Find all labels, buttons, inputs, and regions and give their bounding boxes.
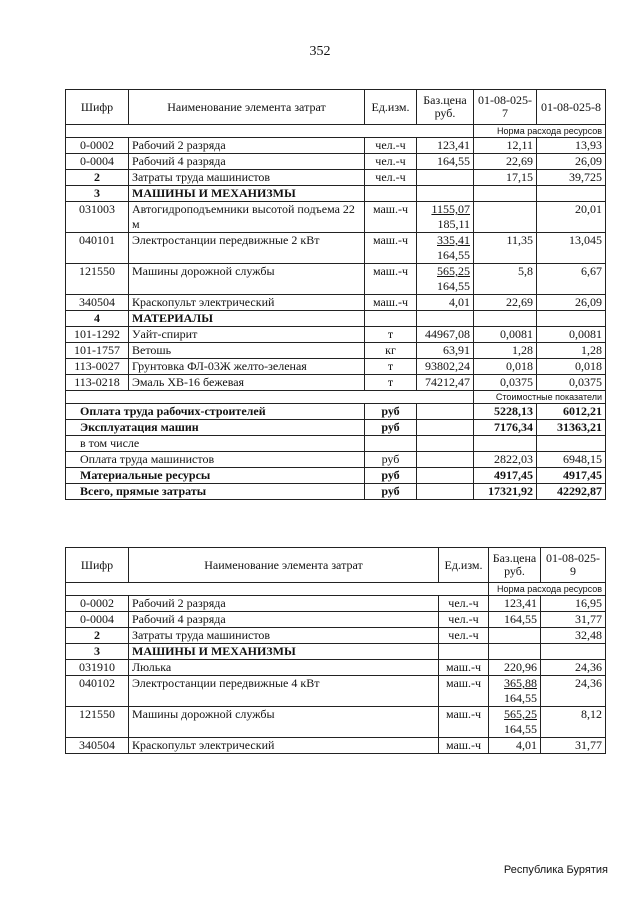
row-value-1: 1,28 (474, 343, 537, 359)
price-value: 220,96 (504, 660, 537, 674)
row-price (489, 644, 541, 660)
total-value-1: 5228,13 (474, 404, 537, 420)
row-unit: маш.-ч (365, 202, 417, 233)
table-row (66, 170, 606, 186)
table-row (66, 343, 606, 359)
header-price: Баз.цена руб. (417, 90, 474, 125)
row-code: 113-0027 (66, 359, 129, 375)
norm-row (66, 583, 606, 596)
row-code: 3 (66, 644, 129, 660)
total-price-empty (417, 484, 474, 500)
table-row (66, 186, 606, 202)
row-value-1: 22,69 (474, 295, 537, 311)
price-value: 93802,24 (425, 359, 470, 373)
row-code: 040101 (66, 233, 129, 264)
row-price (417, 233, 474, 264)
row-unit: маш.-ч (365, 264, 417, 295)
table-row (66, 311, 606, 327)
row-value-1: 0,018 (474, 359, 537, 375)
row-code: 0-0004 (66, 154, 129, 170)
total-name: Эксплуатация машин (66, 420, 365, 436)
row-value-2: 26,09 (537, 295, 606, 311)
total-unit (365, 436, 417, 452)
row-code: 0-0002 (66, 596, 129, 612)
row-name: Затраты труда машинистов (129, 170, 365, 186)
row-price (417, 202, 474, 233)
price-secondary-value: 164,55 (504, 691, 537, 705)
row-code: 121550 (66, 707, 129, 738)
table-row (66, 154, 606, 170)
row-value-1: 12,11 (474, 138, 537, 154)
total-name: Оплата труда рабочих-строителей (66, 404, 365, 420)
row-name: Рабочий 2 разряда (129, 138, 365, 154)
row-code: 4 (66, 311, 129, 327)
row-price (417, 295, 474, 311)
price-value: 565,25 (437, 264, 470, 278)
price-value: 4,01 (449, 295, 470, 309)
row-name: Грунтовка ФЛ-03Ж желто-зеленая (129, 359, 365, 375)
price-value: 123,41 (504, 596, 537, 610)
cost-label-row (66, 391, 606, 404)
row-value-2: 1,28 (537, 343, 606, 359)
total-row (66, 420, 606, 436)
total-value-2: 42292,87 (537, 484, 606, 500)
total-row (66, 436, 606, 452)
row-value-2 (537, 311, 606, 327)
header-col-8: 01-08-025-8 (537, 90, 606, 125)
total-value-2: 6948,15 (537, 452, 606, 468)
row-name: Машины дорожной службы (129, 707, 439, 738)
row-value-2: 0,0081 (537, 327, 606, 343)
norm-label: Норма расхода ресурсов (489, 583, 606, 596)
header-col-9: 01-08-025-9 (541, 548, 606, 583)
row-unit: кг (365, 343, 417, 359)
row-value-1: 0,0375 (474, 375, 537, 391)
row-name: Затраты труда машинистов (129, 628, 439, 644)
header-name: Наименование элемента затрат (129, 90, 365, 125)
total-value-2: 31363,21 (537, 420, 606, 436)
row-value-1: 16,95 (541, 596, 606, 612)
row-code: 101-1292 (66, 327, 129, 343)
table-row (66, 628, 606, 644)
price-value: 164,55 (504, 612, 537, 626)
row-name: Рабочий 2 разряда (129, 596, 439, 612)
total-row (66, 468, 606, 484)
table-row (66, 264, 606, 295)
row-value-1: 0,0081 (474, 327, 537, 343)
header-price: Баз.цена руб. (489, 548, 541, 583)
row-price (417, 170, 474, 186)
total-value-1: 17321,92 (474, 484, 537, 500)
row-price (417, 359, 474, 375)
price-value: 4,01 (516, 738, 537, 752)
row-price (417, 264, 474, 295)
row-unit: чел.-ч (439, 628, 489, 644)
row-unit: маш.-ч (365, 233, 417, 264)
price-value: 565,25 (504, 707, 537, 721)
row-code: 0-0002 (66, 138, 129, 154)
price-secondary-value: 185,11 (437, 217, 470, 231)
row-price (417, 186, 474, 202)
price-secondary-value: 164,55 (504, 722, 537, 736)
row-unit: чел.-ч (439, 596, 489, 612)
total-unit: руб (365, 404, 417, 420)
row-price (489, 660, 541, 676)
row-price (489, 738, 541, 754)
total-value-2 (537, 436, 606, 452)
norm-label: Норма расхода ресурсов (474, 125, 606, 138)
page-number: 352 (309, 44, 331, 59)
row-value-2: 13,045 (537, 233, 606, 264)
row-unit (365, 186, 417, 202)
row-unit (365, 311, 417, 327)
price-value: 74212,47 (425, 375, 470, 389)
total-price-empty (417, 404, 474, 420)
row-code: 040102 (66, 676, 129, 707)
row-unit: т (365, 375, 417, 391)
total-name: Материальные ресурсы (66, 468, 365, 484)
row-value-1: 11,35 (474, 233, 537, 264)
row-unit: чел.-ч (439, 612, 489, 628)
total-name: Оплата труда машинистов (66, 452, 365, 468)
table-row (66, 660, 606, 676)
header-col-7: 01-08-025-7 (474, 90, 537, 125)
row-value-1 (541, 644, 606, 660)
row-name: Краскопульт электрический (129, 738, 439, 754)
row-name: Электростанции передвижные 4 кВт (129, 676, 439, 707)
header-code: Шифр (66, 90, 129, 125)
row-name: Краскопульт электрический (129, 295, 365, 311)
total-value-1: 4917,45 (474, 468, 537, 484)
cost-table-2 (65, 547, 606, 754)
row-unit: т (365, 327, 417, 343)
row-price (489, 596, 541, 612)
row-unit: маш.-ч (439, 660, 489, 676)
row-value-2: 13,93 (537, 138, 606, 154)
table-row (66, 612, 606, 628)
row-price (489, 676, 541, 707)
row-code: 113-0218 (66, 375, 129, 391)
row-value-2 (537, 186, 606, 202)
row-price (489, 707, 541, 738)
header-unit: Ед.изм. (439, 548, 489, 583)
table-row (66, 295, 606, 311)
table-row (66, 596, 606, 612)
norm-row (66, 125, 606, 138)
row-value-1 (474, 311, 537, 327)
row-value-1: 32,48 (541, 628, 606, 644)
table-row (66, 644, 606, 660)
table-row (66, 202, 606, 233)
row-value-1: 17,15 (474, 170, 537, 186)
row-price (417, 138, 474, 154)
row-value-2: 26,09 (537, 154, 606, 170)
price-value: 44967,08 (425, 327, 470, 341)
row-name: Автогидроподъемники высотой подъема 22 м (129, 202, 365, 233)
total-unit: руб (365, 452, 417, 468)
price-value: 365,88 (504, 676, 537, 690)
header-unit: Ед.изм. (365, 90, 417, 125)
row-unit: т (365, 359, 417, 375)
table-header-row (66, 548, 606, 583)
total-price-empty (417, 452, 474, 468)
table-row (66, 138, 606, 154)
row-price (417, 311, 474, 327)
row-value-1: 24,36 (541, 660, 606, 676)
row-code: 031003 (66, 202, 129, 233)
total-value-1: 7176,34 (474, 420, 537, 436)
price-value: 1155,07 (431, 202, 470, 216)
row-value-2: 39,725 (537, 170, 606, 186)
price-value: 123,41 (437, 138, 470, 152)
row-value-1: 22,69 (474, 154, 537, 170)
total-row (66, 452, 606, 468)
row-code: 0-0004 (66, 612, 129, 628)
header-name: Наименование элемента затрат (129, 548, 439, 583)
total-unit: руб (365, 484, 417, 500)
row-code: 340504 (66, 738, 129, 754)
row-name: Рабочий 4 разряда (129, 154, 365, 170)
row-name: Электростанции передвижные 2 кВт (129, 233, 365, 264)
row-value-2: 0,018 (537, 359, 606, 375)
total-row (66, 484, 606, 500)
row-price (489, 628, 541, 644)
row-value-1: 31,77 (541, 612, 606, 628)
row-price (417, 154, 474, 170)
footer-region: Республика Бурятия (503, 864, 608, 876)
row-code: 2 (66, 170, 129, 186)
total-name: в том числе (66, 436, 365, 452)
total-row (66, 404, 606, 420)
row-unit: маш.-ч (439, 676, 489, 707)
cost-table-1 (65, 89, 606, 500)
row-price (417, 327, 474, 343)
cost-label: Стоимостные показатели (474, 391, 606, 404)
total-name: Всего, прямые затраты (66, 484, 365, 500)
row-name: МАШИНЫ И МЕХАНИЗМЫ (129, 644, 439, 660)
row-unit: чел.-ч (365, 170, 417, 186)
row-code: 340504 (66, 295, 129, 311)
row-value-1: 31,77 (541, 738, 606, 754)
table-header-row (66, 90, 606, 125)
total-value-1 (474, 436, 537, 452)
row-name: Эмаль ХВ-16 бежевая (129, 375, 365, 391)
total-price-empty (417, 420, 474, 436)
row-value-1 (474, 202, 537, 233)
total-price-empty (417, 436, 474, 452)
row-name: Рабочий 4 разряда (129, 612, 439, 628)
total-value-1: 2822,03 (474, 452, 537, 468)
table-row (66, 233, 606, 264)
row-name: Ветошь (129, 343, 365, 359)
row-price (489, 612, 541, 628)
table-row (66, 676, 606, 707)
header-code: Шифр (66, 548, 129, 583)
row-unit: чел.-ч (365, 138, 417, 154)
table-row (66, 359, 606, 375)
row-name: МАТЕРИАЛЫ (129, 311, 365, 327)
price-secondary-value: 164,55 (437, 248, 470, 262)
row-price (417, 343, 474, 359)
row-code: 2 (66, 628, 129, 644)
row-name: Люлька (129, 660, 439, 676)
table-row (66, 707, 606, 738)
table-row (66, 738, 606, 754)
row-unit: маш.-ч (365, 295, 417, 311)
row-unit: маш.-ч (439, 738, 489, 754)
row-code: 031910 (66, 660, 129, 676)
row-value-1: 24,36 (541, 676, 606, 707)
row-code: 101-1757 (66, 343, 129, 359)
total-unit: руб (365, 420, 417, 436)
row-code: 3 (66, 186, 129, 202)
total-price-empty (417, 468, 474, 484)
row-unit: маш.-ч (439, 707, 489, 738)
price-secondary-value: 164,55 (437, 279, 470, 293)
row-name: Машины дорожной службы (129, 264, 365, 295)
total-value-2: 4917,45 (537, 468, 606, 484)
row-value-2: 6,67 (537, 264, 606, 295)
price-value: 335,41 (437, 233, 470, 247)
row-unit: чел.-ч (365, 154, 417, 170)
price-value: 63,91 (443, 343, 470, 357)
row-code: 121550 (66, 264, 129, 295)
table-row (66, 327, 606, 343)
row-name: МАШИНЫ И МЕХАНИЗМЫ (129, 186, 365, 202)
total-unit: руб (365, 468, 417, 484)
row-value-1: 5,8 (474, 264, 537, 295)
row-value-1 (474, 186, 537, 202)
row-unit (439, 644, 489, 660)
row-value-2: 20,01 (537, 202, 606, 233)
row-value-2: 0,0375 (537, 375, 606, 391)
table-row (66, 375, 606, 391)
total-value-2: 6012,21 (537, 404, 606, 420)
row-name: Уайт-спирит (129, 327, 365, 343)
row-price (417, 375, 474, 391)
price-value: 164,55 (437, 154, 470, 168)
row-value-1: 8,12 (541, 707, 606, 738)
